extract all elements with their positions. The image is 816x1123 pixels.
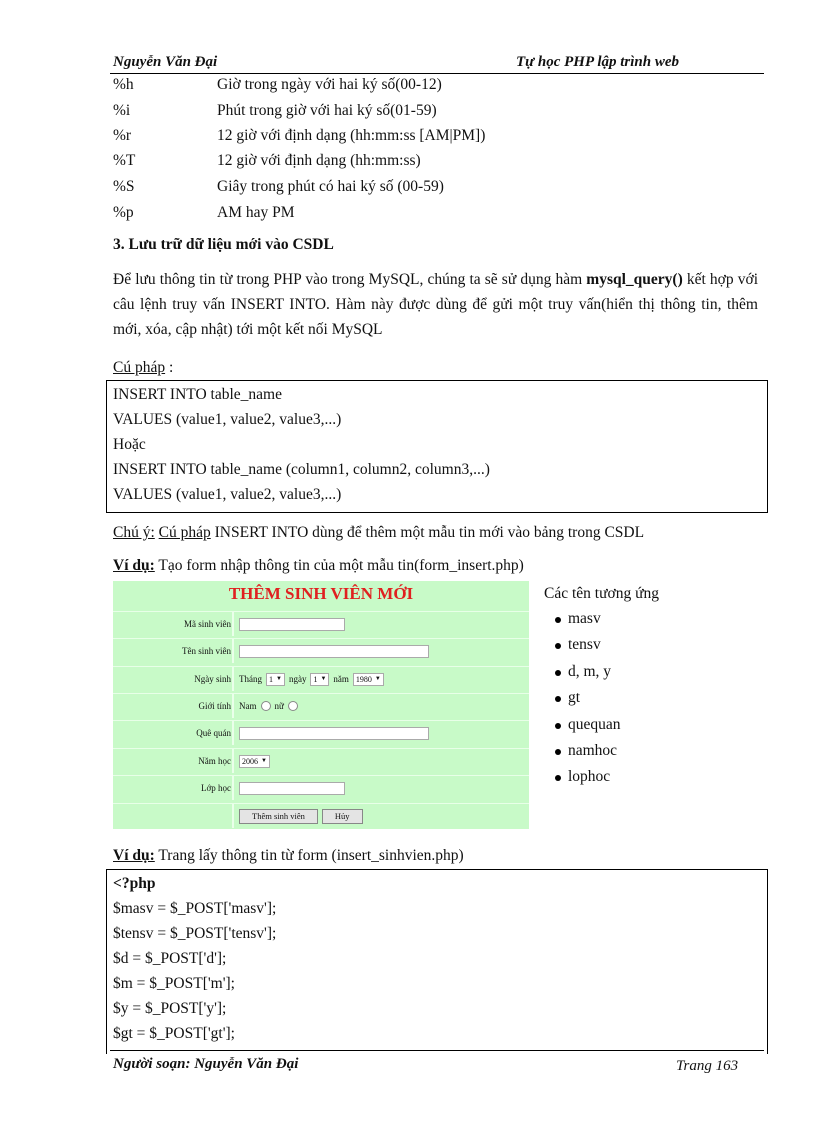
syntax-line: Hoặc: [113, 436, 146, 453]
field-names-title: Các tên tương ứng: [544, 585, 659, 602]
header-author: Nguyễn Văn Đại: [113, 54, 218, 70]
gender-label: Giới tính: [198, 701, 231, 711]
format-desc: Giây trong phút có hai ký số (00-59): [217, 178, 444, 195]
code-box: [106, 869, 768, 1054]
class-label: Lớp học: [200, 783, 231, 793]
code-line: $y = $_POST['y'];: [113, 1000, 227, 1017]
syntax-line: INSERT INTO table_name (column1, column2, column3,...): [113, 461, 490, 478]
form-row-dob: [113, 666, 529, 691]
format-desc: Giờ trong ngày với hai ký số(00-12): [217, 76, 442, 93]
format-code: %S: [113, 178, 135, 195]
list-item: tensv: [544, 632, 659, 658]
tensv-input[interactable]: [239, 645, 429, 658]
form-row-gender: [113, 693, 529, 718]
class-input[interactable]: [239, 782, 345, 795]
syntax-line: VALUES (value1, value2, value3,...): [113, 486, 342, 503]
form-row-hometown: [113, 720, 529, 745]
form-row-schoolyear: [113, 748, 529, 773]
year-select[interactable]: [353, 673, 384, 686]
year-value: 1980: [355, 674, 372, 684]
list-item: quequan: [544, 712, 659, 738]
year-word: năm: [333, 674, 349, 684]
form-row-class: [113, 775, 529, 800]
code-line: $d = $_POST['d'];: [113, 950, 227, 967]
masv-input[interactable]: [239, 618, 345, 631]
male-radio[interactable]: [261, 701, 271, 711]
format-desc: 12 giờ với định dạng (hh:mm:ss [AM|PM]): [217, 127, 486, 144]
example1-label: Ví dụ:: [113, 557, 155, 574]
tensv-label: Tên sinh viên: [182, 646, 231, 656]
example1-text: Tạo form nhập thông tin của một mẫu tin(form_insert.php): [154, 557, 524, 574]
schoolyear-label: Năm học: [198, 756, 231, 766]
intro-paragraph: [113, 267, 758, 342]
form-row-tensv: [113, 638, 529, 663]
example1-line: [113, 553, 524, 578]
female-radio[interactable]: [288, 701, 298, 711]
add-student-button[interactable]: Thêm sinh viên: [239, 809, 318, 824]
footer-rule: [110, 1050, 764, 1051]
format-code: %r: [113, 127, 132, 144]
syntax-label-line: [113, 355, 173, 380]
day-word: ngày: [288, 674, 307, 684]
syntax-line: VALUES (value1, value2, value3,...): [113, 411, 342, 428]
code-line: $gt = $_POST['gt'];: [113, 1025, 235, 1042]
note-label: Chú ý:: [113, 524, 155, 541]
example2-text: Trang lấy thông tin từ form (insert_sinhvien.php): [154, 847, 464, 864]
month-word: Tháng: [239, 674, 262, 684]
code-line: $m = $_POST['m'];: [113, 975, 235, 992]
form-screenshot: [113, 581, 529, 829]
month-select[interactable]: [266, 673, 285, 686]
chevron-down-icon: ▼: [320, 675, 327, 682]
format-code: %T: [113, 152, 136, 169]
male-label: Nam: [239, 701, 257, 711]
form-row-masv: [113, 611, 529, 636]
footer-author: Người soạn: Nguyễn Văn Đại: [113, 1056, 299, 1072]
note-text: INSERT INTO dùng để thêm một mẫu tin mới vào bảng trong CSDL: [210, 524, 645, 541]
schoolyear-value: 2006: [242, 756, 258, 766]
format-desc: 12 giờ với định dạng (hh:mm:ss): [217, 152, 421, 169]
list-item: namhoc: [544, 738, 659, 764]
para-function: mysql_query(): [586, 271, 683, 288]
month-value: 1: [269, 674, 273, 684]
list-item: d, m, y: [544, 659, 659, 685]
section-heading: 3. Lưu trữ dữ liệu mới vào CSDL: [113, 236, 334, 253]
page-number: Trang 163: [676, 1058, 739, 1074]
code-line: <?php: [113, 875, 156, 892]
list-item: masv: [544, 606, 659, 632]
dob-label: Ngày sinh: [194, 674, 231, 684]
field-names-list: [544, 581, 659, 791]
syntax-label: Cú pháp: [113, 359, 166, 376]
list-item: lophoc: [544, 764, 659, 790]
day-value: 1: [313, 674, 318, 684]
form-row-buttons: [113, 803, 529, 828]
format-code: %i: [113, 102, 131, 119]
example2-label: Ví dụ:: [113, 847, 155, 864]
female-label: nữ: [274, 701, 284, 711]
form-title: THÊM SINH VIÊN MỚI: [228, 584, 414, 603]
schoolyear-select[interactable]: [239, 755, 270, 768]
cancel-button[interactable]: Hủy: [322, 809, 363, 824]
para-text: Để lưu thông tin từ trong PHP vào trong MySQL, chúng ta sẽ sử dụng hàm: [113, 271, 587, 288]
hometown-label: Quê quán: [196, 728, 231, 738]
list-item: gt: [544, 685, 659, 711]
format-desc: AM hay PM: [217, 204, 295, 221]
example2-line: [113, 843, 464, 868]
format-code: %h: [113, 76, 134, 93]
day-select[interactable]: [310, 673, 329, 686]
syntax-box: [106, 380, 768, 513]
masv-label: Mã sinh viên: [184, 619, 231, 629]
code-line: $tensv = $_POST['tensv'];: [113, 925, 277, 942]
syntax-line: INSERT INTO table_name: [113, 386, 282, 403]
format-code: %p: [113, 204, 134, 221]
code-line: $masv = $_POST['masv'];: [113, 900, 277, 917]
chevron-down-icon: ▼: [276, 675, 282, 682]
syntax-colon: :: [165, 359, 174, 376]
note-line: [113, 520, 644, 545]
note-syntax: Cú pháp: [158, 524, 211, 541]
para-text: kết hợp với câu lệnh truy vấn INSERT INTO. Hàm này được dùng để gửi một truy vấn(hiển thị thông tin, thêm mới, xóa, cập nhật) tới một kết nối MySQL: [113, 271, 758, 338]
chevron-down-icon: ▼: [374, 675, 381, 682]
chevron-down-icon: ▼: [261, 757, 267, 764]
format-desc: Phút trong giờ với hai ký số(01-59): [217, 102, 437, 119]
hometown-input[interactable]: [239, 727, 429, 740]
header-title: Tự học PHP lập trình web: [516, 54, 680, 70]
